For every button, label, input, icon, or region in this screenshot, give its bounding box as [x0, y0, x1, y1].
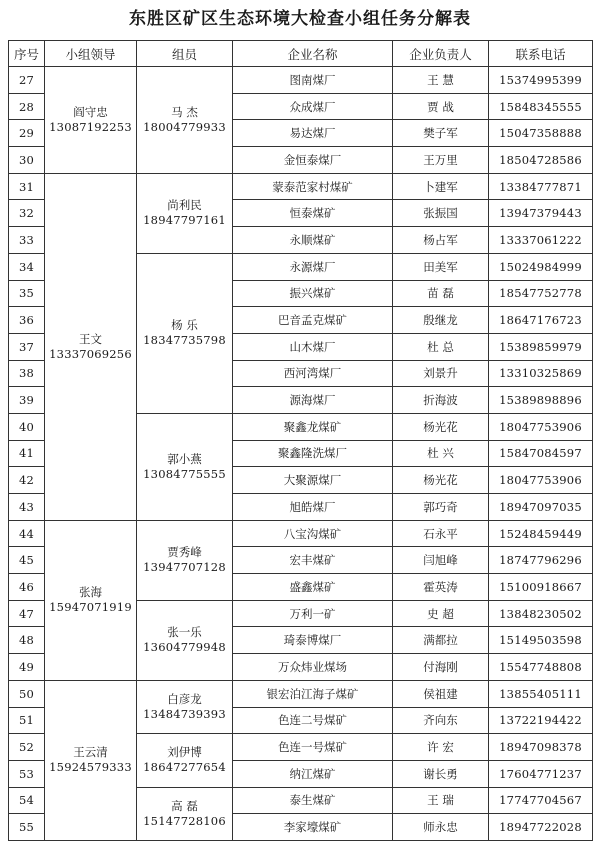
- row-number: 35: [9, 280, 45, 307]
- leader-name: 张海: [79, 585, 102, 600]
- company-name: 西河湾煤厂: [233, 360, 393, 387]
- contact-phone: 13310325869: [489, 360, 593, 387]
- contact-phone: 15149503598: [489, 627, 593, 654]
- row-number: 36: [9, 307, 45, 334]
- table-body: [9, 67, 593, 841]
- member-cell: [137, 680, 233, 733]
- member-name: 张一乐: [167, 625, 202, 640]
- company-manager: 张振国: [393, 200, 489, 227]
- member-phone: 15147728106: [143, 813, 226, 828]
- company-manager: 杨光花: [393, 467, 489, 494]
- contact-phone: 18947098378: [489, 734, 593, 761]
- row-number: 47: [9, 600, 45, 627]
- member-name: 刘伊博: [167, 745, 202, 760]
- member-cell: [137, 520, 233, 600]
- contact-phone: 15100918667: [489, 574, 593, 601]
- member-phone: 18647277654: [143, 760, 226, 775]
- header-row: [9, 41, 593, 67]
- company-manager: 田美军: [393, 253, 489, 280]
- row-number: 32: [9, 200, 45, 227]
- contact-phone: 18547752778: [489, 280, 593, 307]
- company-manager: 苗 磊: [393, 280, 489, 307]
- member-phone: 13484739393: [143, 707, 226, 721]
- table-row: [9, 173, 593, 200]
- row-number: 29: [9, 120, 45, 147]
- header-no: 序号: [9, 41, 45, 67]
- row-number: 48: [9, 627, 45, 654]
- row-number: 43: [9, 494, 45, 521]
- company-name: 宏丰煤矿: [233, 547, 393, 574]
- contact-phone: 18947722028: [489, 814, 593, 841]
- company-name: 永顺煤矿: [233, 227, 393, 254]
- member-cell: [137, 413, 233, 520]
- company-manager: 石永平: [393, 520, 489, 547]
- header-leader: 小组领导: [45, 41, 137, 67]
- company-manager: 闫旭峰: [393, 547, 489, 574]
- row-number: 44: [9, 520, 45, 547]
- company-manager: 侯祖建: [393, 680, 489, 707]
- company-manager: 霍英涛: [393, 574, 489, 601]
- contact-phone: 13848230502: [489, 600, 593, 627]
- row-number: 51: [9, 707, 45, 734]
- member-phone: 13947707128: [143, 560, 226, 575]
- company-manager: 殷继龙: [393, 307, 489, 334]
- row-number: 46: [9, 574, 45, 601]
- contact-phone: 13722194422: [489, 707, 593, 734]
- row-number: 54: [9, 787, 45, 814]
- company-name: 蒙泰范家村煤矿: [233, 173, 393, 200]
- company-name: 聚鑫隆洗煤厂: [233, 440, 393, 467]
- contact-phone: 17604771237: [489, 760, 593, 787]
- company-manager: 齐向东: [393, 707, 489, 734]
- row-number: 39: [9, 387, 45, 414]
- row-number: 40: [9, 413, 45, 440]
- member-cell: [137, 67, 233, 174]
- member-cell: [137, 253, 233, 413]
- contact-phone: 13337061222: [489, 227, 593, 254]
- company-manager: 王万里: [393, 147, 489, 174]
- contact-phone: 18047753906: [489, 467, 593, 494]
- company-manager: 王 慧: [393, 67, 489, 94]
- row-number: 52: [9, 734, 45, 761]
- company-manager: 史 超: [393, 600, 489, 627]
- company-name: 金恒泰煤厂: [233, 147, 393, 174]
- leader-cell: [45, 520, 137, 680]
- row-number: 42: [9, 467, 45, 494]
- row-number: 28: [9, 93, 45, 120]
- company-name: 琦泰博煤厂: [233, 627, 393, 654]
- contact-phone: 18947097035: [489, 494, 593, 521]
- header-member: 组员: [137, 41, 233, 67]
- header-manager: 企业负责人: [393, 41, 489, 67]
- row-number: 27: [9, 67, 45, 94]
- member-name: 杨 乐: [171, 318, 198, 333]
- company-manager: 杨占军: [393, 227, 489, 254]
- header-phone: 联系电话: [489, 41, 593, 67]
- company-manager: 谢长勇: [393, 760, 489, 787]
- member-name: 白彦龙: [167, 692, 202, 706]
- company-name: 银宏泊江海子煤矿: [233, 680, 393, 707]
- table-row: [9, 680, 593, 707]
- table-row: [9, 520, 593, 547]
- company-name: 色连二号煤矿: [233, 707, 393, 734]
- leader-cell: [45, 680, 137, 840]
- member-name: 贾秀峰: [167, 545, 202, 560]
- company-manager: 郭巧奇: [393, 494, 489, 521]
- company-name: 永源煤厂: [233, 253, 393, 280]
- company-name: 大聚源煤厂: [233, 467, 393, 494]
- contact-phone: 17747704567: [489, 787, 593, 814]
- row-number: 37: [9, 333, 45, 360]
- row-number: 38: [9, 360, 45, 387]
- company-manager: 杜 兴: [393, 440, 489, 467]
- member-phone: 13604779948: [143, 640, 226, 655]
- company-name: 纳江煤矿: [233, 760, 393, 787]
- header-company: 企业名称: [233, 41, 393, 67]
- contact-phone: 15847084597: [489, 440, 593, 467]
- contact-phone: 18747796296: [489, 547, 593, 574]
- contact-phone: 18504728586: [489, 147, 593, 174]
- page-title: 东胜区矿区生态环境大检查小组任务分解表: [129, 9, 471, 29]
- contact-phone: 15547748808: [489, 654, 593, 681]
- company-manager: 师永忠: [393, 814, 489, 841]
- company-name: 聚鑫龙煤矿: [233, 413, 393, 440]
- company-manager: 王 瑞: [393, 787, 489, 814]
- company-name: 山木煤厂: [233, 333, 393, 360]
- leader-name: 阎守忠: [73, 104, 108, 119]
- leader-phone: 13087192253: [49, 119, 132, 134]
- row-number: 33: [9, 227, 45, 254]
- member-name: 马 杰: [171, 104, 198, 119]
- leader-name: 王文: [79, 331, 102, 346]
- contact-phone: 15024984999: [489, 253, 593, 280]
- company-manager: 卜建军: [393, 173, 489, 200]
- contact-phone: 15374995399: [489, 67, 593, 94]
- member-phone: 18004779933: [143, 119, 226, 134]
- company-name: 易达煤厂: [233, 120, 393, 147]
- member-phone: 18347735798: [143, 333, 226, 348]
- row-number: 31: [9, 173, 45, 200]
- member-cell: [137, 734, 233, 787]
- member-phone: 13084775555: [143, 466, 226, 481]
- company-manager: 刘景升: [393, 360, 489, 387]
- task-table: [8, 40, 593, 841]
- row-number: 49: [9, 654, 45, 681]
- member-cell: [137, 600, 233, 680]
- company-name: 巴音孟克煤矿: [233, 307, 393, 334]
- member-cell: [137, 173, 233, 253]
- table-row: [9, 67, 593, 94]
- company-name: 万利一矿: [233, 600, 393, 627]
- row-number: 45: [9, 547, 45, 574]
- member-cell: [137, 787, 233, 840]
- company-name: 众成煤厂: [233, 93, 393, 120]
- company-manager: 折海波: [393, 387, 489, 414]
- contact-phone: 18047753906: [489, 413, 593, 440]
- contact-phone: 15389859979: [489, 333, 593, 360]
- row-number: 30: [9, 147, 45, 174]
- company-name: 振兴煤矿: [233, 280, 393, 307]
- company-manager: 付海刚: [393, 654, 489, 681]
- contact-phone: 18647176723: [489, 307, 593, 334]
- leader-phone: 13337069256: [49, 346, 132, 361]
- leader-cell: [45, 67, 137, 174]
- contact-phone: 13384777871: [489, 173, 593, 200]
- company-manager: 许 宏: [393, 734, 489, 761]
- member-name: 尚利民: [167, 198, 202, 213]
- company-name: 李家壕煤矿: [233, 814, 393, 841]
- company-manager: 满都拉: [393, 627, 489, 654]
- contact-phone: 15047358888: [489, 120, 593, 147]
- row-number: 55: [9, 814, 45, 841]
- leader-phone: 15924579333: [49, 760, 132, 775]
- row-number: 53: [9, 760, 45, 787]
- contact-phone: 13855405111: [489, 680, 593, 707]
- row-number: 50: [9, 680, 45, 707]
- company-manager: 樊子军: [393, 120, 489, 147]
- company-manager: 贾 战: [393, 93, 489, 120]
- contact-phone: 13947379443: [489, 200, 593, 227]
- company-name: 泰生煤矿: [233, 787, 393, 814]
- member-name: 高 磊: [171, 798, 198, 813]
- leader-cell: [45, 173, 137, 520]
- company-name: 恒泰煤矿: [233, 200, 393, 227]
- leader-phone: 15947071919: [49, 600, 132, 615]
- company-name: 万众炜业煤场: [233, 654, 393, 681]
- company-name: 盛鑫煤矿: [233, 574, 393, 601]
- member-name: 郭小燕: [167, 451, 202, 466]
- company-manager: 杨光花: [393, 413, 489, 440]
- row-number: 34: [9, 253, 45, 280]
- company-name: 八宝沟煤矿: [233, 520, 393, 547]
- company-name: 源海煤厂: [233, 387, 393, 414]
- company-name: 图南煤厂: [233, 67, 393, 94]
- contact-phone: 15848345555: [489, 93, 593, 120]
- leader-name: 王云清: [73, 745, 108, 760]
- row-number: 41: [9, 440, 45, 467]
- member-phone: 18947797161: [143, 213, 226, 228]
- contact-phone: 15248459449: [489, 520, 593, 547]
- company-name: 旭皓煤厂: [233, 494, 393, 521]
- company-name: 色连一号煤矿: [233, 734, 393, 761]
- contact-phone: 15389898896: [489, 387, 593, 414]
- company-manager: 杜 总: [393, 333, 489, 360]
